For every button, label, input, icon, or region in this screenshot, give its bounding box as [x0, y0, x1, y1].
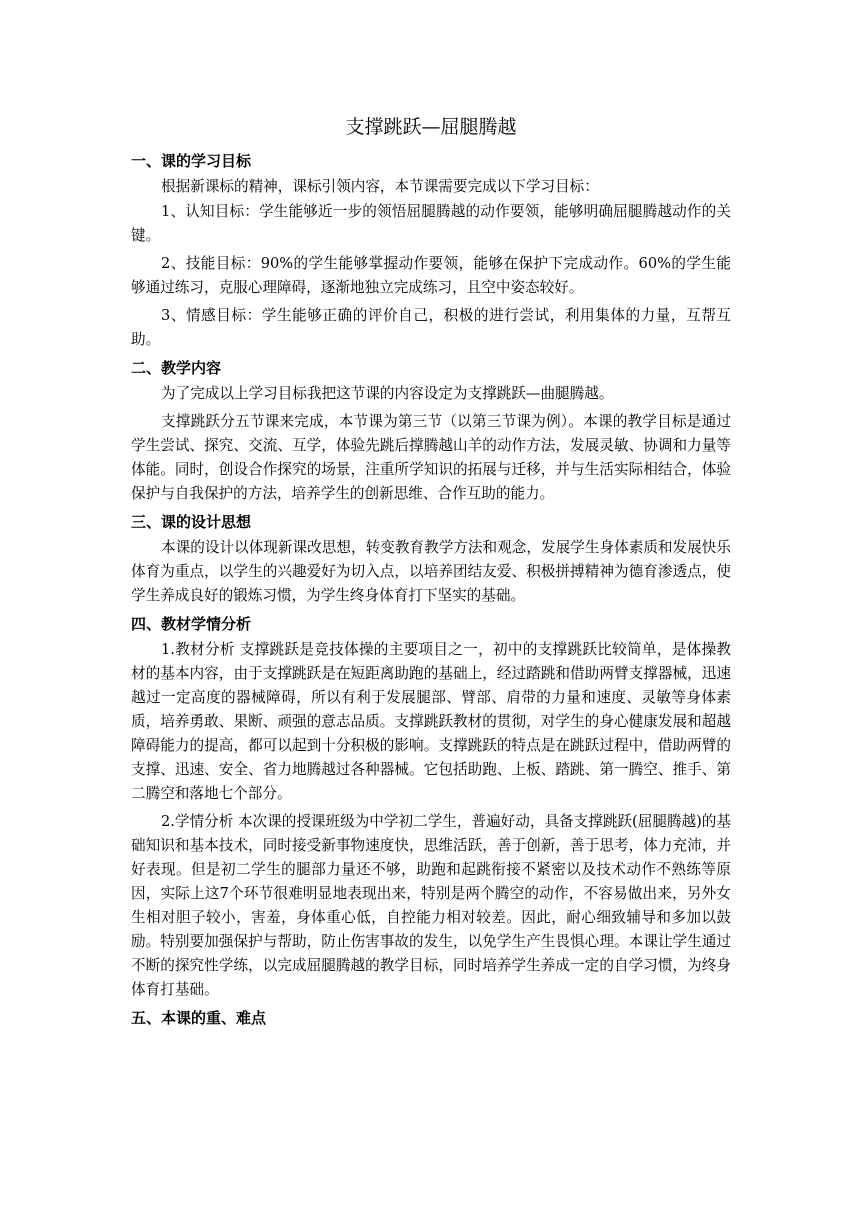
paragraph: 2、技能目标：90%的学生能够掌握动作要领，能够在保护下完成动作。60%的学生能够通过练习，克服心理障碍，逐渐地独立完成练习，且空中姿态较好。 [131, 255, 731, 296]
section-heading: 三、课的设计思想 [131, 513, 252, 531]
section-heading: 五、本课的重、难点 [131, 1009, 267, 1027]
section-learning-objectives [131, 149, 731, 352]
paragraph: 为了完成以上学习目标我把这节课的内容设定为支撑跳跃—曲腿腾越。 [161, 385, 614, 402]
document-page [131, 112, 731, 1032]
section-design-thinking [131, 510, 731, 608]
section-material-analysis [131, 612, 731, 1002]
paragraph: 本课的设计以体现新课改思想，转变教育教学方法和观念，发展学生身体素质和发展快乐体育为重点，以学生的兴趣爱好为切入点，以培养团结友爱、积极拼搏精神为德育渗透点，使学生养成良好的锻炼习惯，为学生终身体育打下坚实的基础。 [131, 539, 731, 604]
document-title: 支撑跳跃—屈腿腾越 [345, 116, 517, 138]
paragraph: 2.学情分析 本次课的授课班级为中学初二学生，普遍好动，具备支撑跳跃(屈腿腾越)的基础知识和基本技术，同时接受新事物速度快，思维活跃，善于创新，善于思考，体力充沛，并好表现。但是初二学生的腿部力量还不够，助跑和起跳衔接不紧密以及技术动作不熟练等原因，实际上这7个环节很难明显地表现出来，特别是两个腾空的动作，不容易做出来，另外女生相对胆子较小，害羞，身体重心低，自控能力相对较差。因此，耐心细致辅导和多加以鼓励。特别要加强保护与帮助，防止伤害事故的发生，以免学生产生畏惧心理。本课让学生通过不断的探究性学练，以完成屈腿腾越的教学目标，同时培养学生养成一定的自学习惯，为终身体育打基础。 [131, 813, 731, 998]
section-key-difficulties [131, 1006, 731, 1030]
paragraph: 1.教材分析 支撑跳跃是竞技体操的主要项目之一，初中的支撑跳跃比较简单，是体操教材的基本内容，由于支撑跳跃是在短距离助跑的基础上，经过踏跳和借助两臂支撑器械，迅速越过一定高度的器械障碍，所以有利于发展腿部、臂部、肩带的力量和速度、灵敏等身体素质，培养勇敢、果断、顽强的意志品质。支撑跳跃教材的贯彻，对学生的身心健康发展和超越障碍能力的提高，都可以起到十分积极的影响。支撑跳跃的特点是在跳跃过程中，借助两臂的支撑、迅速、安全、省力地腾越过各种器械。它包括助跑、上板、踏跳、第一腾空、推手、第二腾空和落地七个部分。 [131, 641, 731, 802]
paragraph: 支撑跳跃分五节课来完成，本节课为第三节（以第三节课为例）。本课的教学目标是通过学生尝试、探究、交流、互学，体验先跳后撑腾越山羊的动作方法，发展灵敏、协调和力量等体能。同时，创设合作探究的场景，注重所学知识的拓展与迁移，并与生活实际相结合，体验保护与自我保护的方法，培养学生的创新思维、合作互助的能力。 [131, 413, 731, 502]
section-teaching-content [131, 356, 731, 506]
paragraph: 根据新课标的精神，课标引领内容，本节课需要完成以下学习目标： [161, 178, 599, 195]
paragraph: 3、情感目标：学生能够正确的评价自己，积极的进行尝试，利用集体的力量，互帮互助。 [131, 307, 731, 348]
section-heading: 二、教学内容 [131, 359, 222, 377]
section-heading: 一、课的学习目标 [131, 152, 252, 170]
section-heading: 四、教材学情分析 [131, 615, 252, 633]
paragraph: 1、认知目标：学生能够近一步的领悟屈腿腾越的动作要领，能够明确屈腿腾越动作的关键。 [131, 203, 731, 244]
